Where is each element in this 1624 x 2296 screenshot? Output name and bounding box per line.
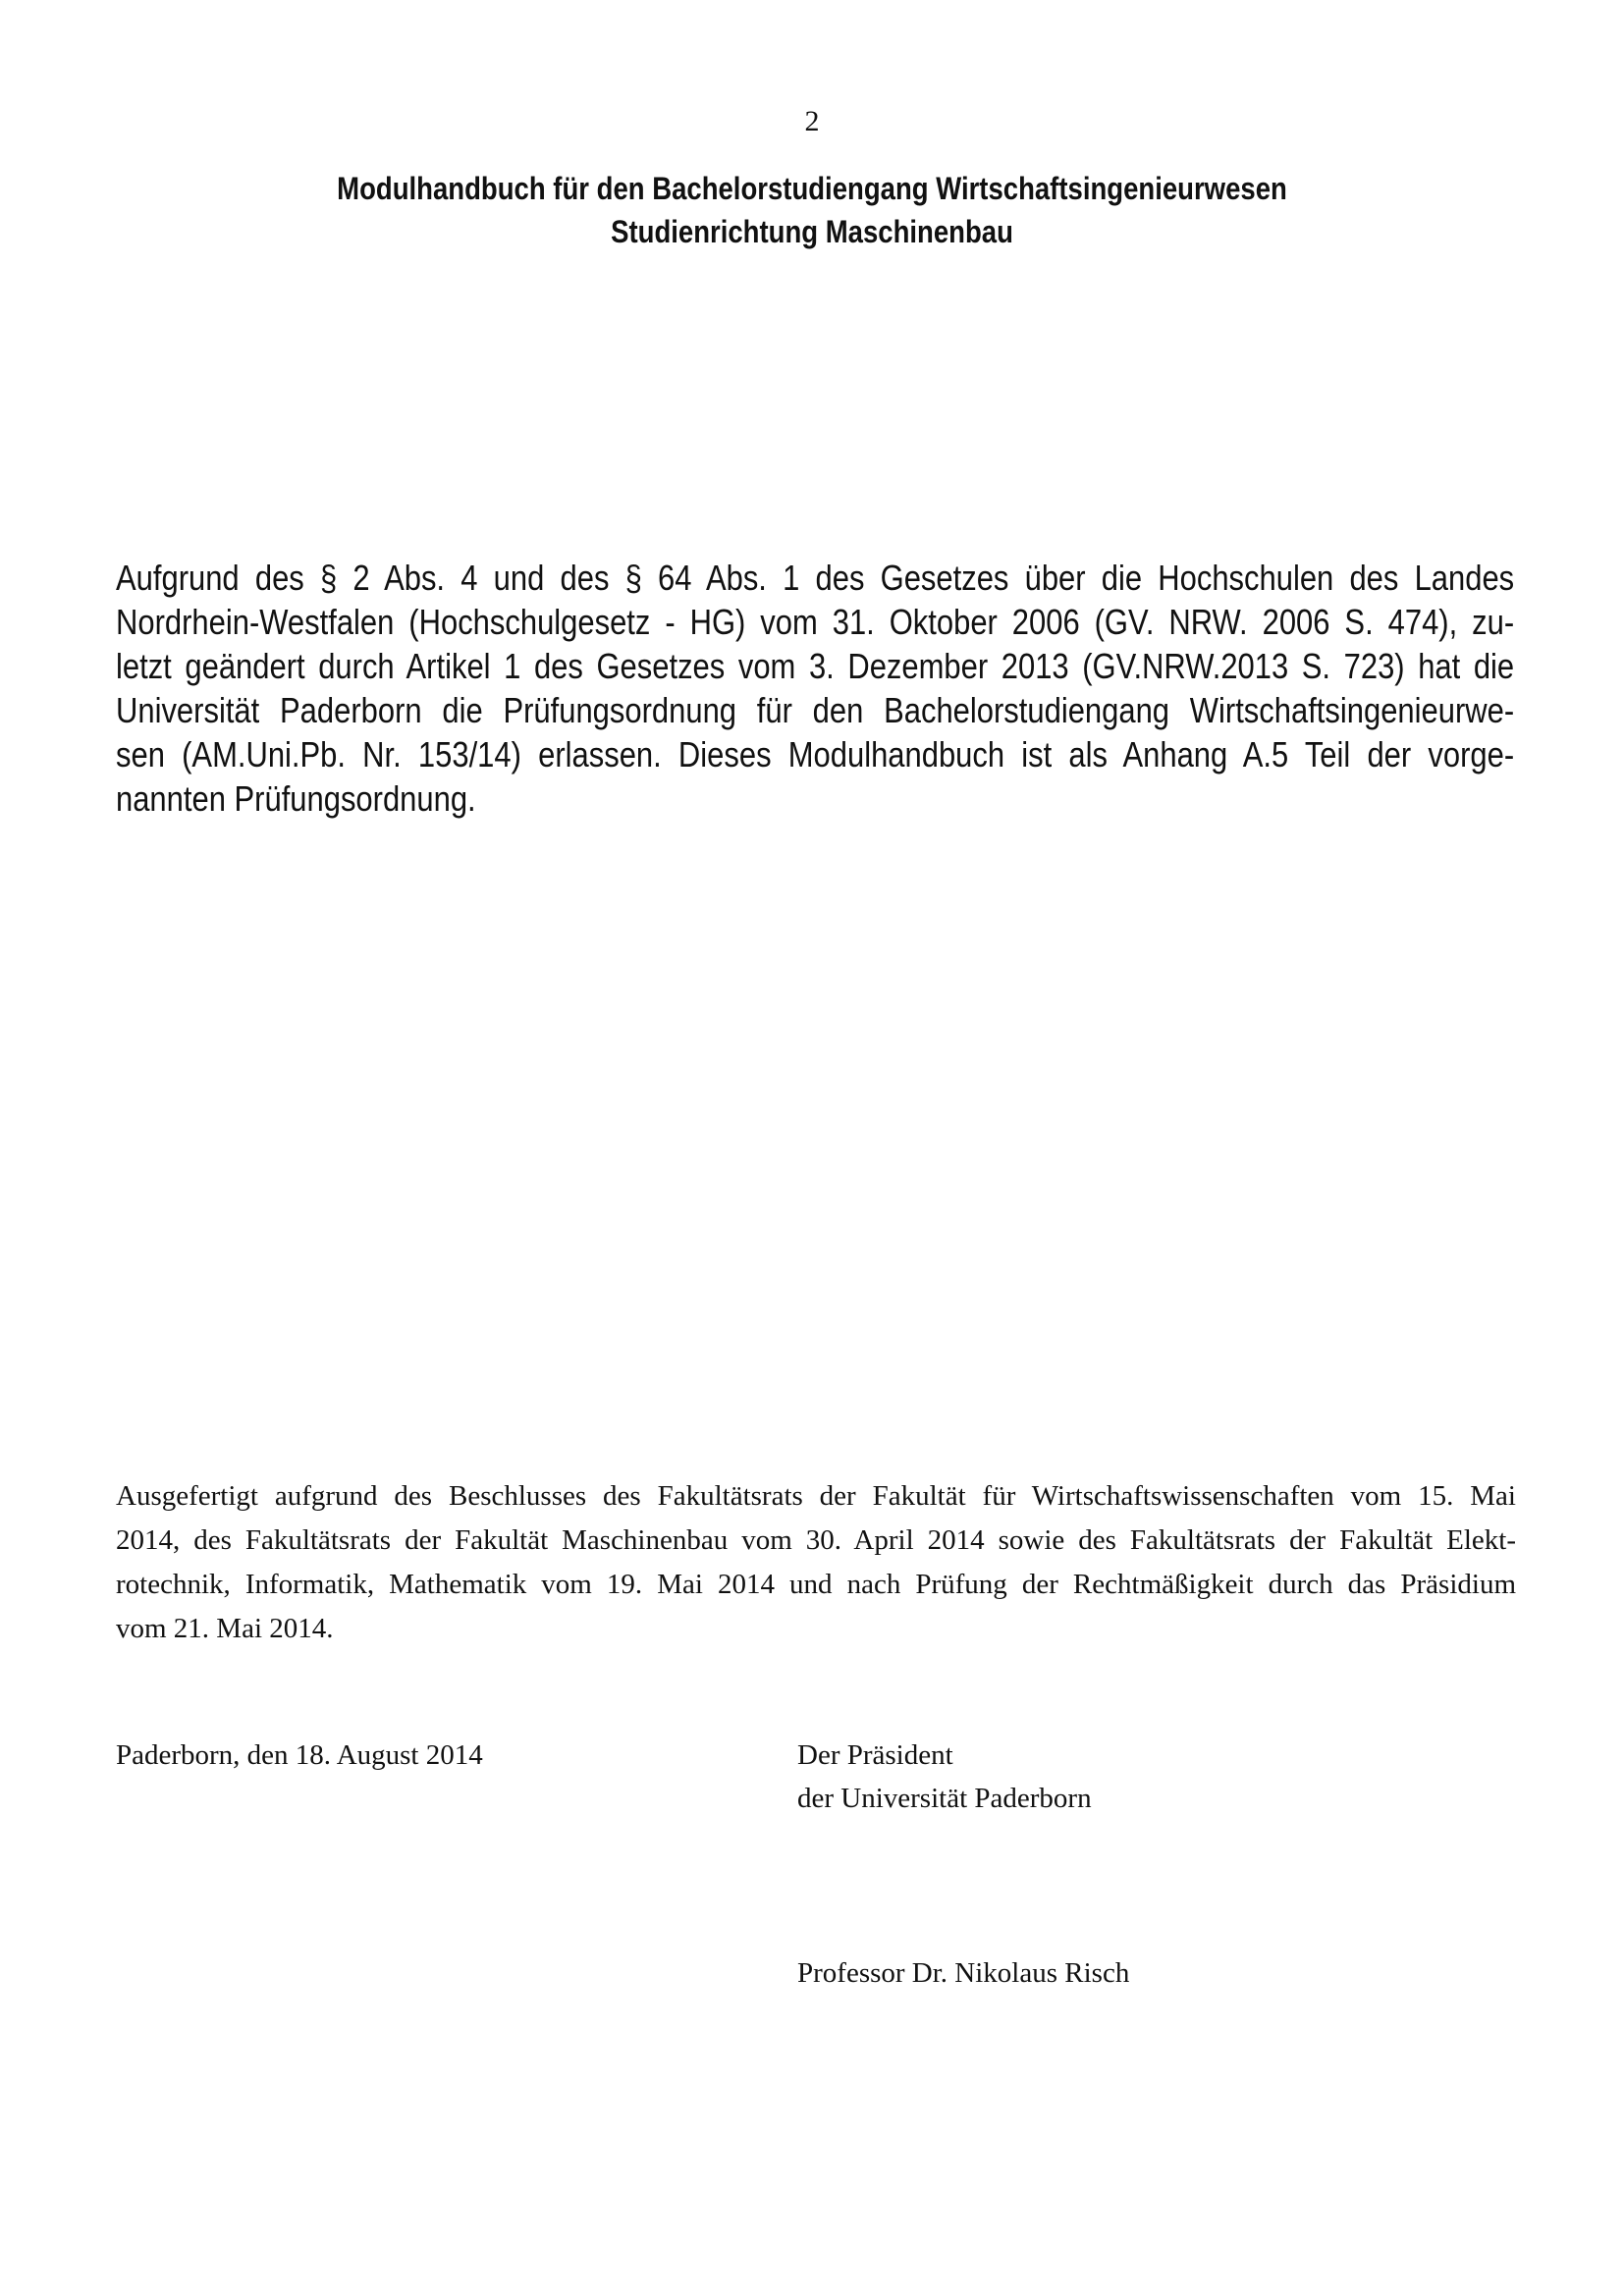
document-title-line-1: Modulhandbuch für den Bachelorstudiengang Wirtschaftsingenieurwesen: [337, 171, 1287, 206]
paragraph-line: sen (AM.Uni.Pb. Nr. 153/14) erlassen. Dieses Modulhandbuch ist als Anhang A.5 Teil der vorge-: [116, 734, 1515, 774]
paragraph-line: Aufgrund des § 2 Abs. 4 und des § 64 Abs. 1 des Gesetzes über die Hochschulen des Landes: [116, 558, 1515, 598]
paragraph-line: vom 21. Mai 2014.: [116, 1613, 334, 1644]
paragraph-line: Ausgefertigt aufgrund des Beschlusses des Fakultätsrats der Fakultät für Wirtschaftswissenschaften vom 15. Mai: [116, 1480, 1516, 1512]
signatory-role: [797, 1734, 1092, 1820]
signatory-role-line-2: der Universität Paderborn: [797, 1783, 1092, 1814]
paragraph-line: rotechnik, Informatik, Mathematik vom 19. Mai 2014 und nach Prüfung der Rechtmäßigkeit durch das Präsidium: [116, 1569, 1516, 1600]
document-title-line-2: Studienrichtung Maschinenbau: [611, 214, 1013, 249]
place-and-date: Paderborn, den 18. August 2014: [116, 1739, 483, 1771]
issuance-paragraph: [116, 1474, 1516, 1651]
paragraph-line: nannten Prüfungsordnung.: [116, 778, 476, 819]
signatory-role-line-1: Der Präsident: [797, 1739, 953, 1771]
paragraph-line: 2014, des Fakultätsrats der Fakultät Maschinenbau vom 30. April 2014 sowie des Fakultätsrats der Fakultät Elekt-: [116, 1524, 1516, 1556]
legal-basis-paragraph: [116, 556, 1514, 821]
paragraph-line: Universität Paderborn die Prüfungsordnung für den Bachelorstudiengang Wirtschaftsingenieurwe-: [116, 690, 1515, 730]
signatory-name: Professor Dr. Nikolaus Risch: [797, 1957, 1130, 1989]
document-title: [114, 167, 1510, 253]
page-number: 2: [804, 105, 820, 137]
paragraph-line: letzt geändert durch Artikel 1 des Gesetzes vom 3. Dezember 2013 (GV.NRW.2013 S. 723) hat die: [116, 646, 1515, 686]
paragraph-line: Nordrhein-Westfalen (Hochschulgesetz - HG) vom 31. Oktober 2006 (GV. NRW. 2006 S. 474), zu-: [116, 602, 1515, 642]
